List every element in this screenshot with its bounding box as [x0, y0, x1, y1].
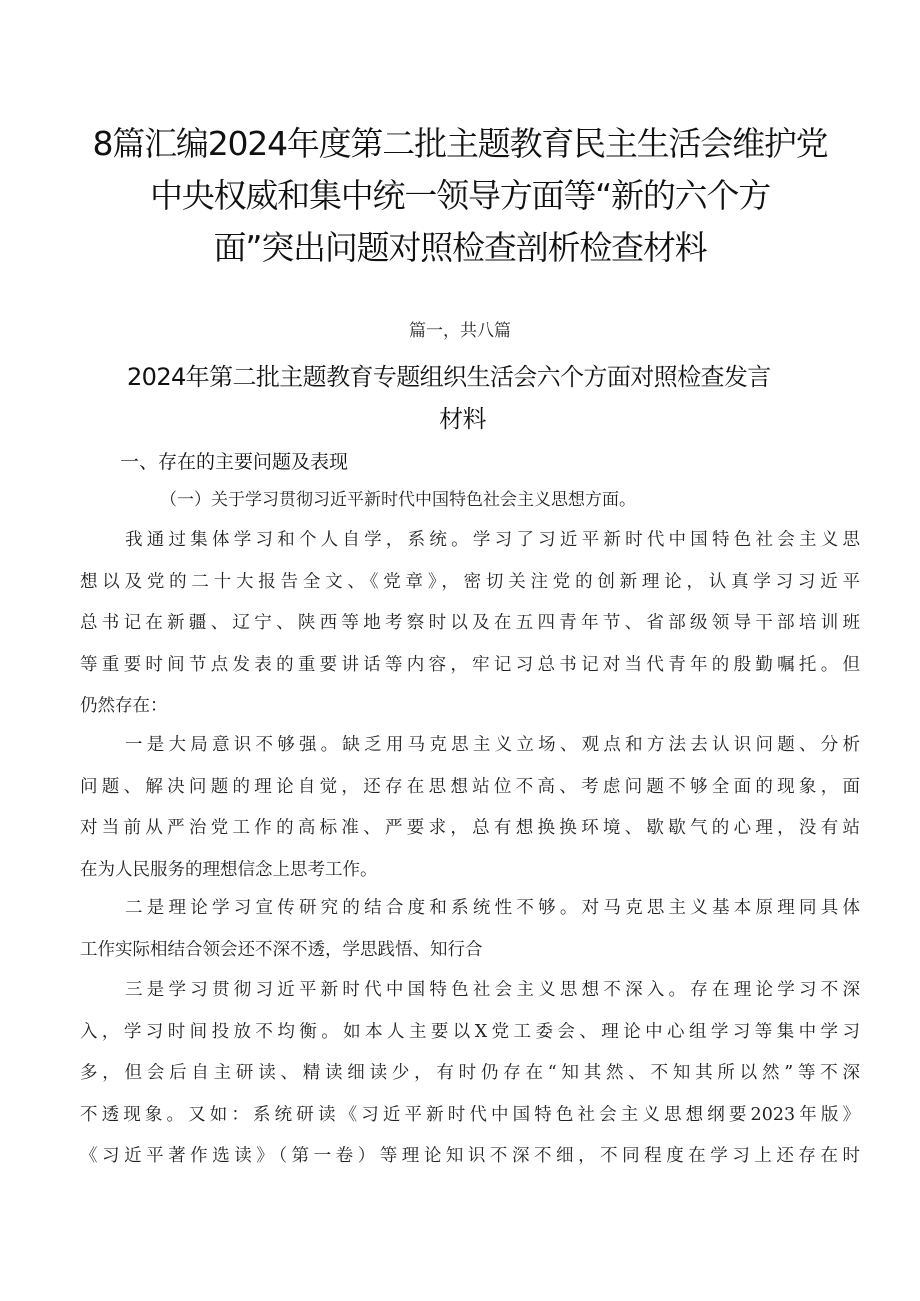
paragraph — [80, 888, 860, 971]
paragraph — [80, 520, 860, 728]
paragraph-line: 工作实际相结合领会还不深不透，学思践悟、知行合 — [80, 939, 483, 960]
paragraph-line: 多，但会后自主研读、精读细读少，有时仍存在“知其然、不知其所以然”等不深 — [80, 1063, 860, 1083]
paragraph-line: 一是大局意识不够强。缺乏用马克思主义立场、观点和方法去认识问题、分析 — [125, 735, 860, 755]
subtitle-line: 材料 — [439, 405, 486, 433]
paragraph-line: 《习近平著作选读》（第一卷）等理论知识不深不细，不同程度在学习上还存在时 — [80, 1146, 860, 1166]
title-line: 8篇汇编2024年度第二批主题教育民主生活会维护党 — [92, 124, 828, 163]
paragraph-line: 三是学习贯彻习近平新时代中国特色社会主义思想不深入。存在理论学习不深 — [125, 980, 860, 1000]
paragraph-line: 想以及党的二十大报告全文、《党章》，密切关注党的创新理论，认真学习习近平 — [80, 571, 860, 592]
sub-heading: （一）关于学习贯彻习近平新时代中国特色社会主义思想方面。 — [160, 490, 636, 510]
paragraph-line: 对当前从严治党工作的高标准、严要求，总有想换换环境、歇歇气的心理，没有站 — [80, 818, 860, 838]
paragraph — [80, 725, 860, 891]
paragraph-line: 总书记在新疆、辽宁、陕西等地考察时以及在五四青年节、省部级领导干部培训班 — [80, 613, 860, 633]
paragraph-line: 二是理论学习宣传研究的结合度和系统性不够。对马克思主义基本原理同具体 — [125, 898, 860, 918]
paragraph-line: 入，学习时间投放不均衡。如本人主要以X党工委会、理论中心组学习等集中学习 — [80, 1021, 860, 1042]
paragraph-line: 问题、解决问题的理论自觉，还存在思想站位不高、考虑问题不够全面的现象，面 — [80, 776, 860, 797]
part-label: 篇一，共八篇 — [409, 321, 511, 341]
paragraph-line: 在为人民服务的理想信念上思考工作。 — [80, 859, 378, 880]
paragraph-line: 不透现象。又如：系统研读《习近平新时代中国特色社会主义思想纲要2023年版》 — [80, 1104, 860, 1125]
article-subtitle — [110, 356, 870, 440]
document-title — [60, 118, 860, 274]
title-line: 中央权威和集中统一领导方面等“新的六个方 — [149, 176, 771, 215]
paragraph-line: 等重要时间节点发表的重要讲话等内容，牢记习总书记对当代青年的殷勤嘱托。但 — [80, 654, 860, 675]
subtitle-line: 2024年第二批主题教育专题组织生活会六个方面对照检查发言 — [127, 363, 771, 391]
paragraph — [80, 970, 860, 1178]
section-heading: 一、存在的主要问题及表现 — [120, 451, 349, 473]
title-line: 面”突出问题对照检查剖析检查材料 — [213, 228, 707, 267]
paragraph-line: 我通过集体学习和个人自学，系统。学习了习近平新时代中国特色社会主义思 — [125, 530, 860, 550]
paragraph-line: 仍然存在： — [80, 696, 168, 716]
